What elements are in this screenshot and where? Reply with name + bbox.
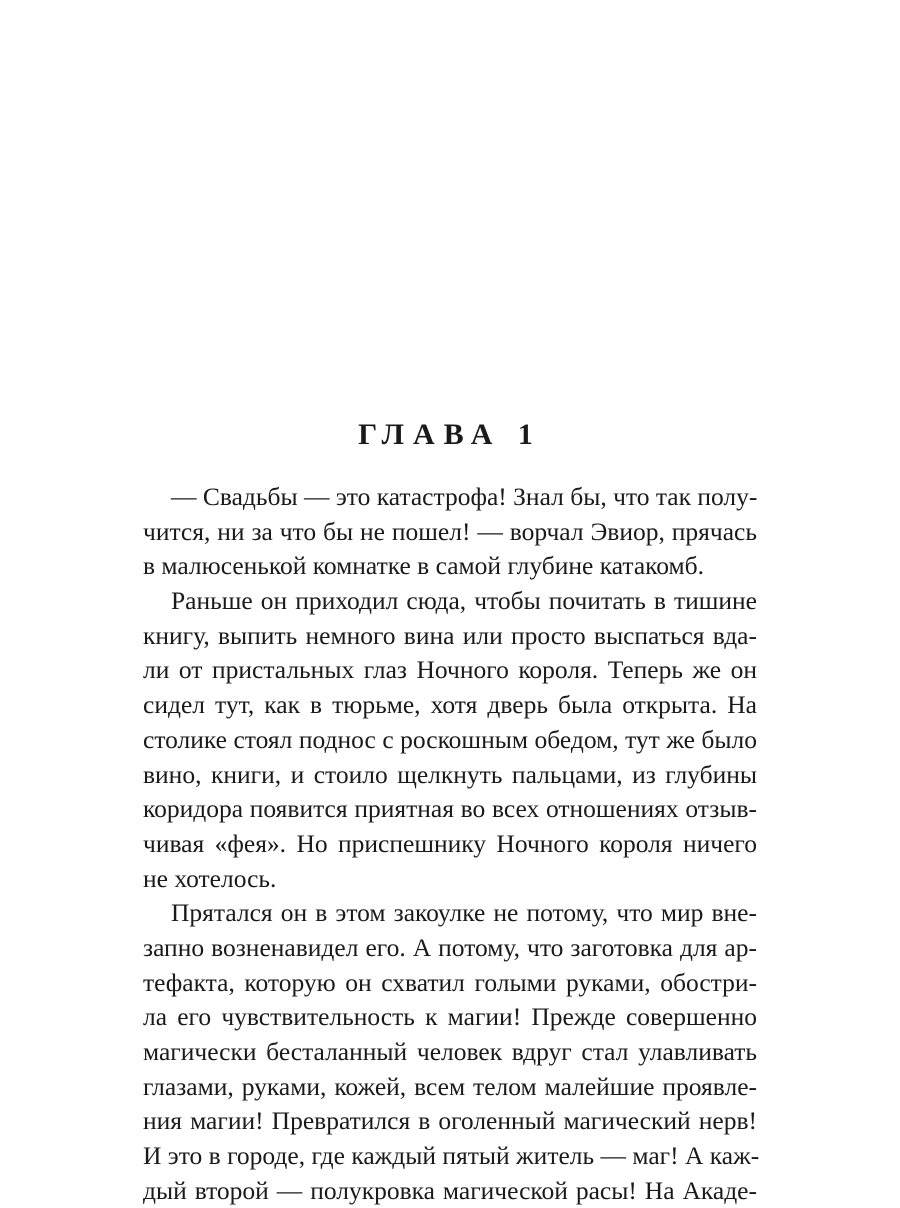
- text-line: Раньше он приходил сюда, чтобы почитать в тишине: [171, 586, 757, 616]
- text-line: вино, книги, и стоило щелкнуть пальцами, из глубины: [143, 759, 757, 789]
- text-line: ния магии! Превратился в оголенный магический нерв!: [143, 1106, 757, 1136]
- text-line: тефакта, которую он схватил голыми руками, обостри-: [143, 967, 757, 997]
- text-line: чивая «фея». Но приспешнику Ночного короля ничего: [143, 828, 757, 858]
- text-line: запно возненавидел его. А потому, что заготовка для ар-: [143, 932, 757, 962]
- body-text: [143, 480, 760, 1208]
- text-line: дый второй — полукровка магической расы! На Акаде-: [143, 1175, 757, 1205]
- text-line: в малюсенькой комнатке в самой глубине катакомб.: [143, 551, 704, 581]
- text-line: ла его чувствительность к магии! Прежде совершенно: [143, 1002, 757, 1032]
- text-line: не хотелось.: [143, 863, 277, 893]
- text-line: Прятался он в этом закоулке не потому, что мир вне-: [171, 898, 757, 928]
- chapter-title: ГЛАВА 1: [358, 418, 542, 451]
- text-line: глазами, руками, кожей, всем телом малейшие проявле-: [143, 1071, 757, 1101]
- text-line: ли от пристальных глаз Ночного короля. Теперь же он: [143, 655, 757, 685]
- text-line: книгу, выпить немного вина или просто выспаться вда-: [143, 620, 757, 650]
- text-line: И это в городе, где каждый пятый житель — маг! А каж-: [143, 1141, 760, 1171]
- text-line: магически бесталанный человек вдруг стал улавливать: [143, 1037, 757, 1066]
- text-line: — Свадьбы — это катастрофа! Знал бы, что так полу-: [171, 482, 758, 511]
- text-line: чится, ни за что бы не пошел! — ворчал Эвиор, прячась: [143, 516, 757, 546]
- text-line: сидел тут, как в тюрьме, хотя дверь была открыта. На: [143, 690, 757, 720]
- text-line: столике стоял поднос с роскошным обедом, тут же было: [143, 724, 757, 754]
- text-line: коридора появится приятная во всех отношениях отзыв-: [143, 794, 757, 824]
